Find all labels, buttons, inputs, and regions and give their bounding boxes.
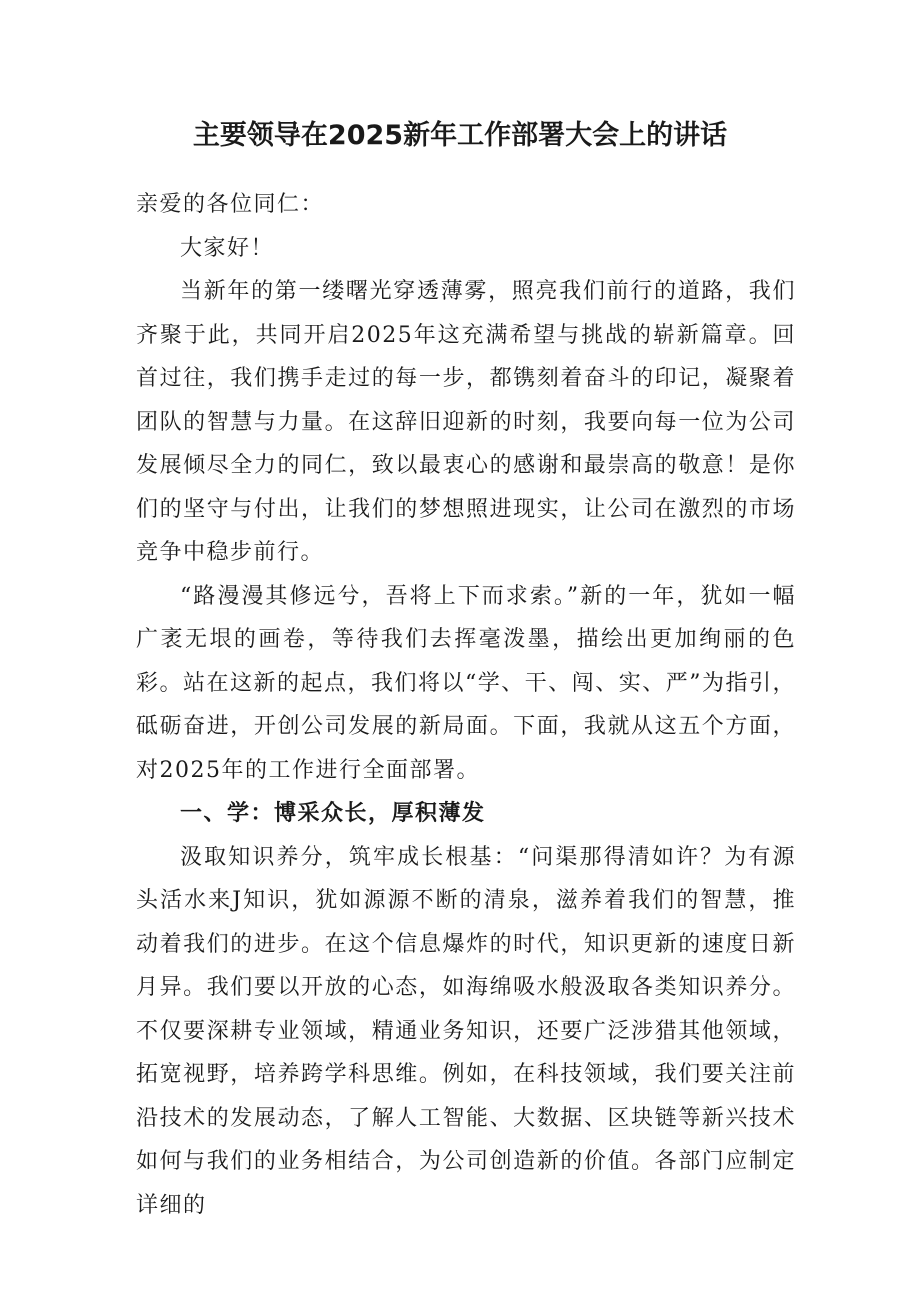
- section-paragraph: 汲取知识养分，筑牢成长根基：“问渠那得清如许？为有源头活水来J知识，犹如源源不断的清泉，滋养着我们的智慧，推动着我们的进步。在这个信息爆炸的时代，知识更新的速度日新月异。我们要以开放的心态，如海绵吸水般汲取各类知识养分。不仅要深耕专业领域，精通业务知识，还要广泛涉猎其他领域，拓宽视野，培养跨学科思维。例如，在科技领域，我们要关注前沿技术的发展动态，了解人工智能、大数据、区块链等新兴技术如何与我们的业务相结合，为公司创造新的价值。各部门应制定详细的: [136, 844, 796, 1218]
- document-body: [136, 183, 796, 1227]
- salutation: 亲爱的各位同仁：: [136, 192, 325, 217]
- paragraph-opening: 当新年的第一缕曙光穿透薄雾，照亮我们前行的道路，我们齐聚于此，共同开启2025年这充满希望与挑战的崭新篇章。回首过往，我们携手走过的每一步，都镌刻着奋斗的印记，凝聚着团队的智慧与力量。在这辞旧迎新的时刻，我要向每一位为公司发展倾尽全力的同仁，致以最衷心的感谢和最崇高的敬意！是你们的坚守与付出，让我们的梦想照进现实，让公司在激烈的市场竞争中稳步前行。: [136, 279, 796, 565]
- paragraph-quote: “路漫漫其修远兮，吾将上下而求索。”新的一年，犹如一幅广袤无垠的画卷，等待我们去挥毫泼墨，描绘出更加绚丽的色彩。站在这新的起点，我们将以“学、干、闯、实、严”为指引，砥砺奋进，开创公司发展的新局面。下面，我就从这五个方面，对2025年的工作进行全面部署。: [136, 583, 796, 783]
- document-title: 主要领导在2025新年工作部署大会上的讲话: [192, 120, 728, 151]
- greeting: 大家好！: [180, 235, 275, 261]
- section-heading: 一、学：博采众长，厚积薄发: [180, 801, 486, 826]
